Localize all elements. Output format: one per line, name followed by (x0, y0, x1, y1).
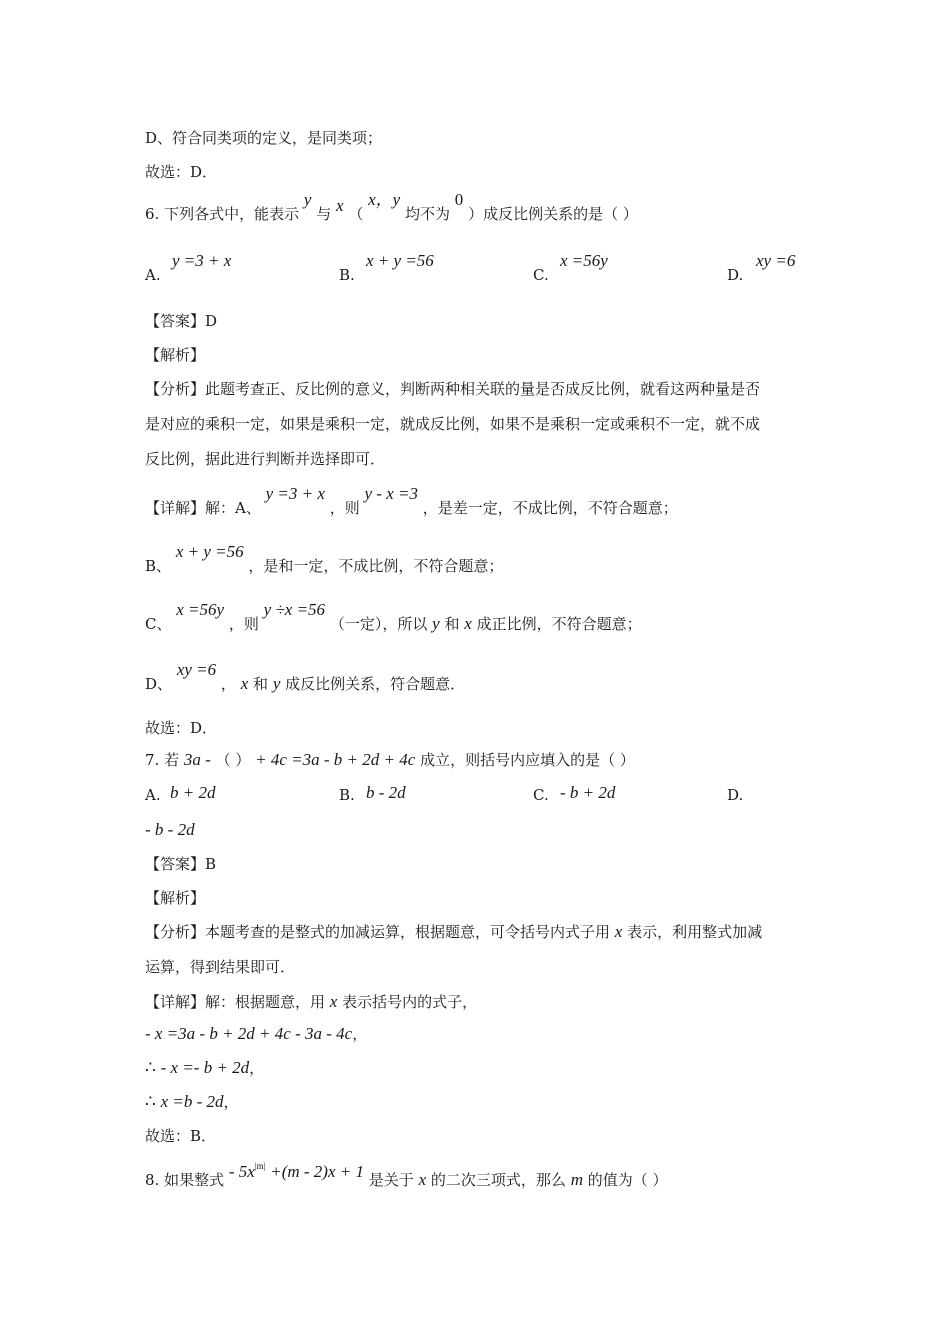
text: ）成反比例关系的是（ ） (468, 205, 638, 223)
text: ， (249, 1059, 265, 1077)
option-b-math: x + y =56 (366, 251, 434, 270)
text: ， (352, 1025, 368, 1043)
detail-text (145, 992, 477, 1012)
option-d-math: xy =6 (756, 251, 796, 270)
math-var: m (570, 1170, 583, 1189)
text: 的二次三项式，那么 (430, 1171, 566, 1189)
text: （ (348, 205, 364, 223)
text: 是关于 (368, 1171, 414, 1189)
text: 表示括号内的式子， (342, 993, 478, 1011)
equation-line (145, 1024, 367, 1044)
detail-b (145, 542, 504, 576)
math-var: x，y (368, 190, 401, 209)
math-var: x (240, 674, 249, 693)
question-6-stem (145, 190, 638, 224)
select-line: 故选：B． (145, 1127, 217, 1145)
text: 表示，利用整式加减 (627, 923, 763, 941)
text: 【分析】本题考查的是整式的加减运算，根据题意，可令括号内式子用 (145, 923, 611, 941)
therefore-symbol: ∴ (145, 1092, 156, 1111)
question-number: 7. 若 (145, 751, 180, 769)
analysis-text: 【分析】此题考查正、反比例的意义，判断两种相关联的量是否成反比例，就看这两种量是否 (145, 380, 761, 398)
equation-line (145, 1092, 239, 1112)
question-number: 6. 下列各式中，能表示 (145, 205, 300, 223)
math-var: y (272, 674, 281, 693)
math-expr: 3a - (183, 750, 211, 769)
text: 【详解】解：A、 (145, 499, 261, 517)
text: ，是差一定，不成比例，不符合题意； (422, 499, 678, 517)
text: （ ） (215, 751, 251, 769)
text: 的值为（ ） (587, 1171, 668, 1189)
analysis-text: 是对应的乘积一定，如果是乘积一定，就成反比例，如果不是乘积一定或乘积不一定，就不成 (145, 415, 761, 433)
text: 和 (444, 615, 460, 633)
option-a-math: y =3 + x (172, 251, 232, 270)
question-8-stem (145, 1161, 668, 1192)
math-expr: +(m - 2)x + 1 (270, 1162, 364, 1181)
text: 成立，则括号内应填入的是（ ） (420, 751, 635, 769)
text: 成正比例，不符合题意； (476, 615, 642, 633)
math-var: x (418, 1170, 427, 1189)
analysis-text (145, 922, 762, 942)
analysis-text: 运算，得到结果即可． (145, 958, 296, 976)
math-expr: y =3 + x (265, 484, 325, 503)
option-d-math: - b - 2d (145, 820, 195, 839)
option-c-label: C. (533, 786, 549, 804)
text: 均不为 (405, 205, 451, 223)
text: ，则 (228, 615, 259, 633)
option-b-label: B. (339, 786, 355, 804)
therefore-symbol: ∴ (145, 1058, 156, 1077)
math-var: y (432, 614, 440, 633)
option-b-math: b - 2d (366, 783, 406, 802)
math-expr: y ÷x =56 (263, 600, 326, 619)
option-d-label: D. (727, 786, 744, 804)
text-line: D、符合同类项的定义，是同类项； (145, 129, 383, 147)
option-a-label: A. (145, 786, 161, 804)
option-c-label: C. (533, 266, 549, 284)
text: D、 (145, 675, 173, 693)
analysis-heading: 【解析】 (145, 346, 206, 364)
math-var: x (614, 922, 623, 941)
question-7-stem (145, 750, 635, 770)
detail-d (145, 660, 466, 694)
math-var: x (464, 614, 472, 633)
option-b-label: B. (339, 266, 355, 284)
text: 和 (253, 675, 269, 693)
answer: 【答案】B (145, 855, 217, 873)
option-a-label: A. (145, 266, 161, 284)
math-var: y (303, 190, 312, 209)
analysis-heading: 【解析】 (145, 889, 206, 907)
text: 与 (316, 205, 332, 223)
text-line: 故选：D． (145, 163, 218, 181)
text: B、 (145, 557, 172, 575)
math-expr: - 5x (228, 1162, 255, 1181)
math-expr: - x =3a - b + 2d + 4c - 3a - 4c (145, 1024, 353, 1043)
math-expr: x =56y (176, 600, 225, 619)
detail-c (145, 600, 642, 634)
select-line: 故选：D． (145, 719, 218, 737)
text: 成反比例关系，符合题意． (285, 675, 466, 693)
math-expr: x =b - 2d (160, 1092, 224, 1111)
math-var: x (336, 196, 344, 215)
math-var: x (329, 992, 338, 1011)
math-superscript: |m| (254, 1161, 266, 1171)
detail-a (145, 484, 678, 518)
text: ，则 (329, 499, 360, 517)
option-d-label: D. (727, 266, 744, 284)
text: ，是和一定，不成比例，不符合题意； (248, 557, 504, 575)
text: （一定），所以 (329, 615, 428, 633)
text: ， (223, 1093, 239, 1111)
question-number: 8. 如果整式 (145, 1171, 225, 1189)
option-c-math: - b + 2d (560, 783, 616, 802)
analysis-text: 反比例，据此进行判断并选择即可． (145, 450, 386, 468)
text: ， (220, 675, 236, 693)
math-expr: x + y =56 (175, 542, 244, 561)
text: 【详解】解：根据题意，用 (145, 993, 326, 1011)
math-expr: - x =- b + 2d (160, 1058, 250, 1077)
math-expr: y - x =3 (364, 484, 418, 503)
equation-line (145, 1058, 264, 1078)
option-a-math: b + 2d (170, 783, 216, 802)
answer: 【答案】D (145, 312, 218, 330)
option-c-math: x =56y (560, 251, 608, 270)
math-expr: + 4c =3a - b + 2d + 4c (255, 750, 416, 769)
math-expr: xy =6 (176, 660, 217, 679)
math-num: 0 (454, 190, 464, 209)
text: C、 (145, 615, 172, 633)
